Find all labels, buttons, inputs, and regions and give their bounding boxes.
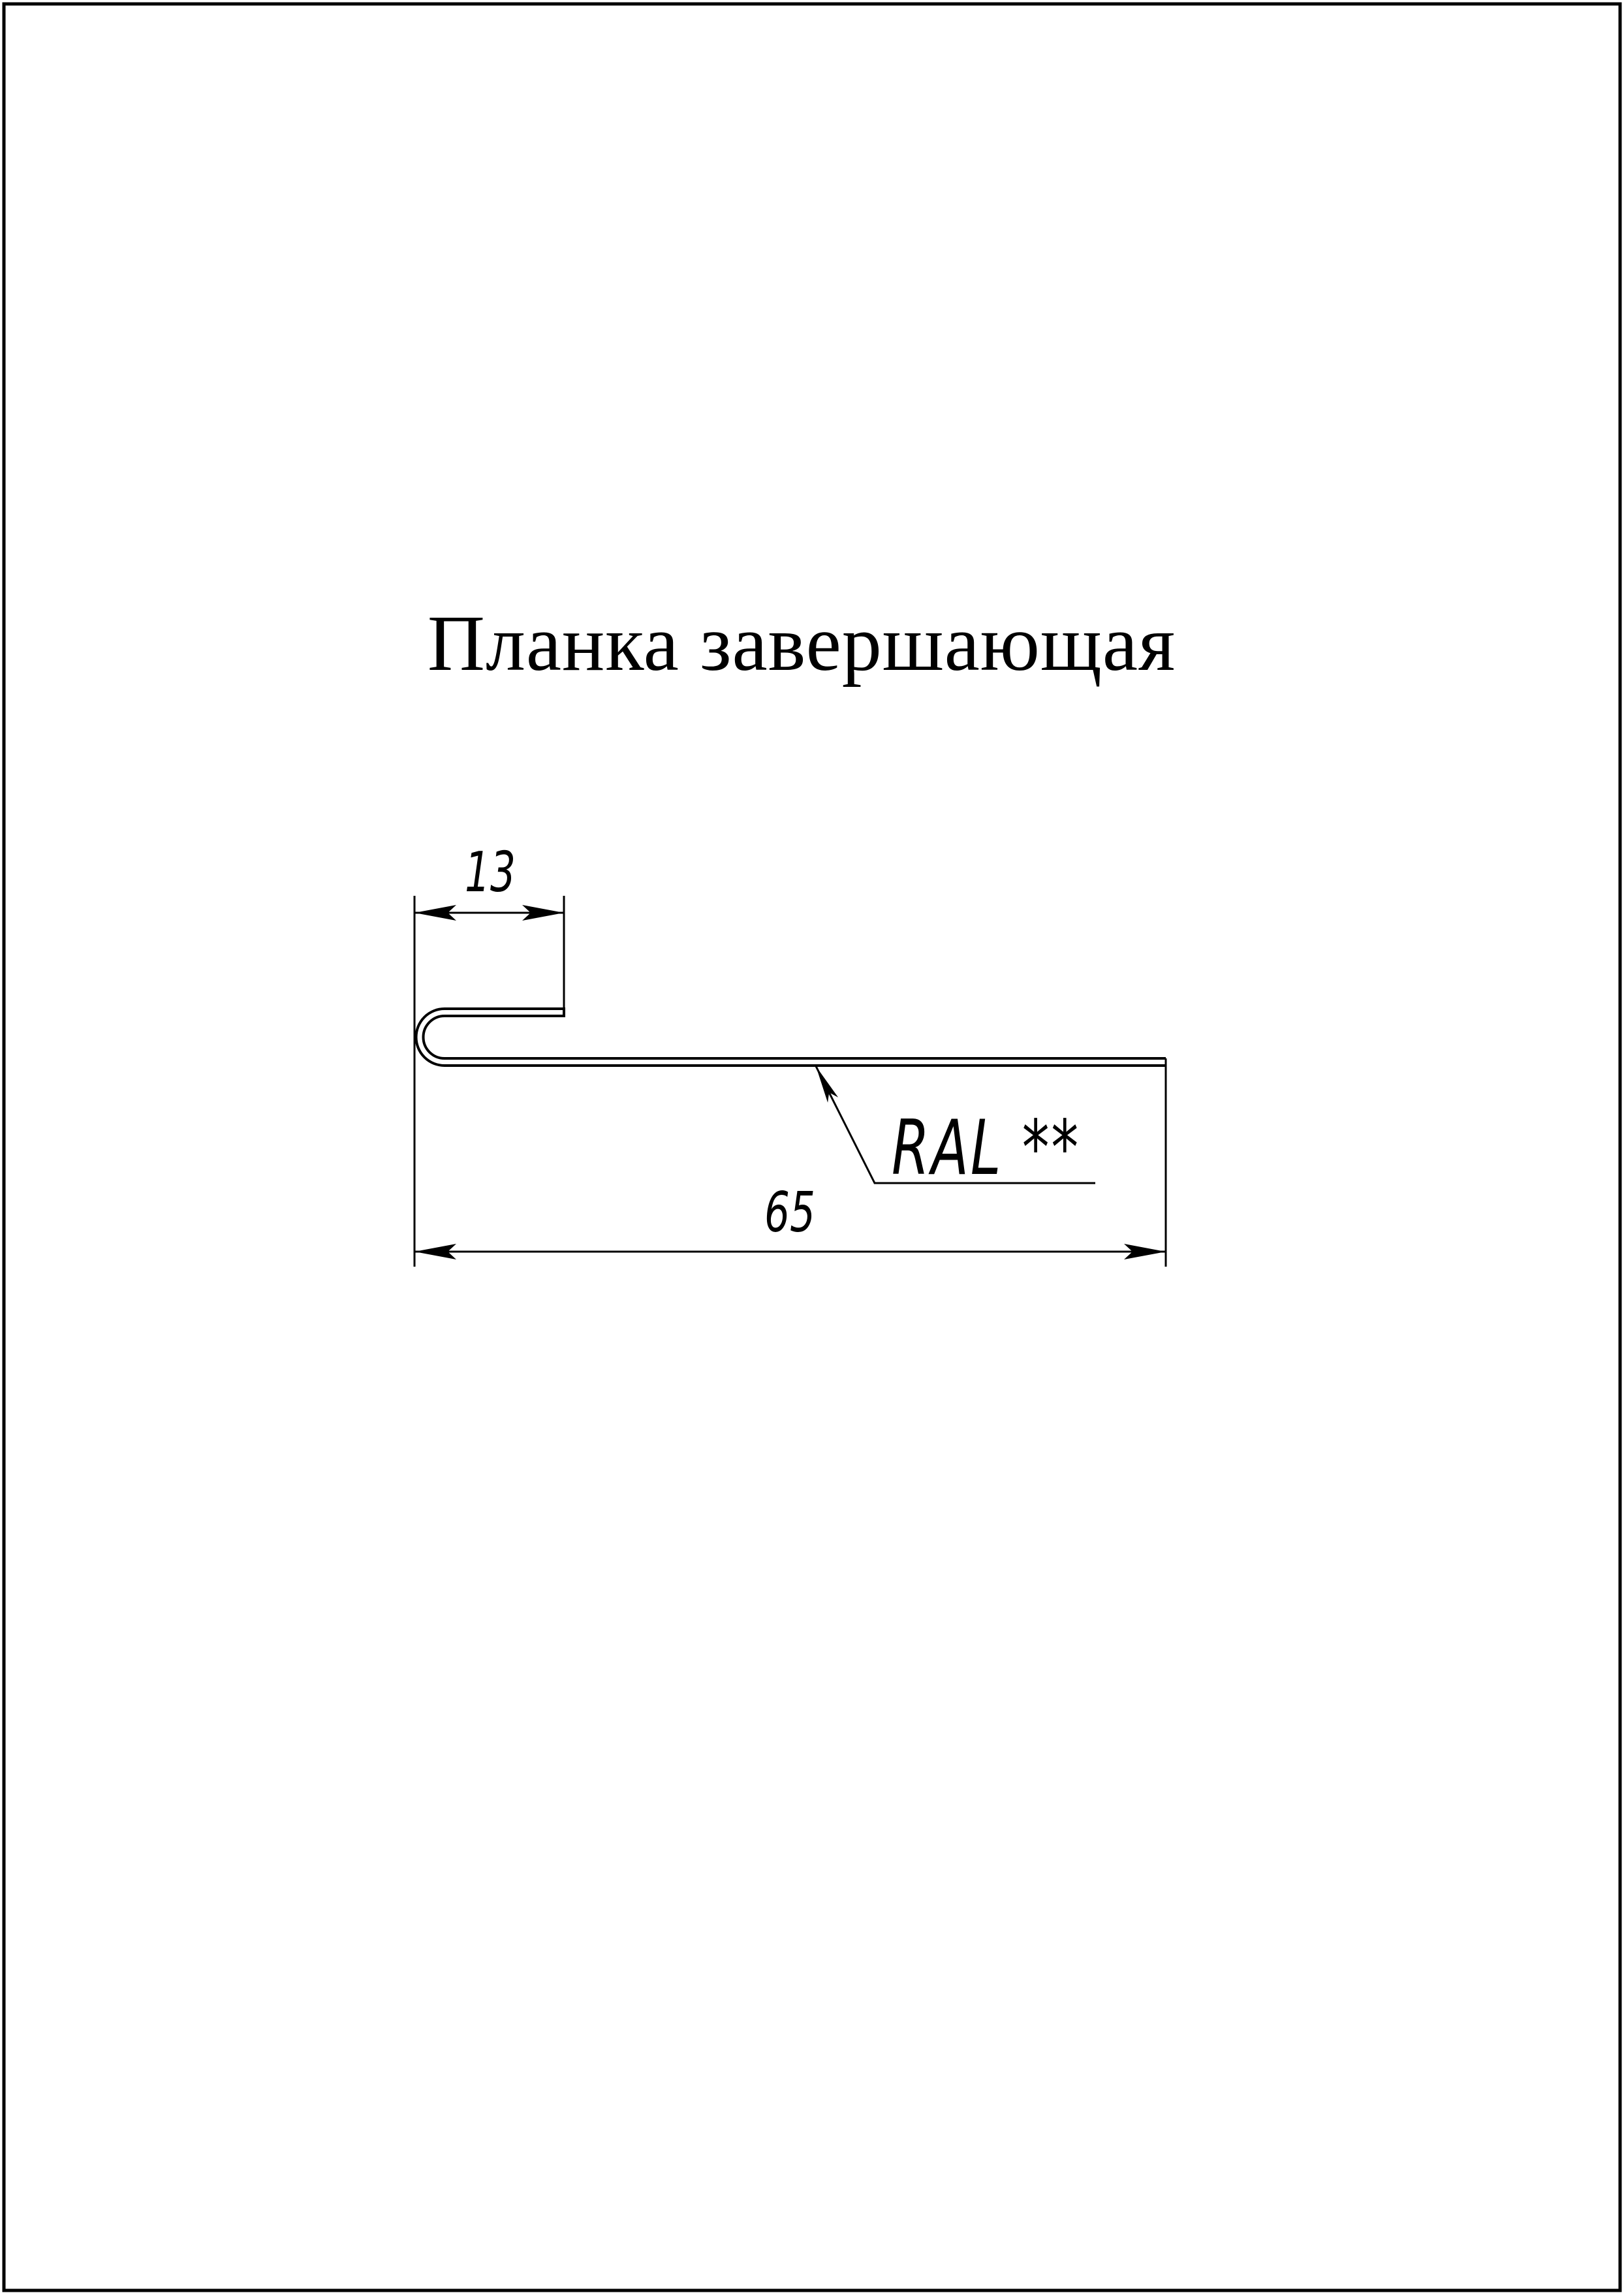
coating-label: RAL **	[892, 1104, 1081, 1192]
page-title: Планка завершающая	[427, 599, 1176, 688]
dimension-flange	[414, 896, 564, 1267]
profile-outer-contour	[416, 1009, 1166, 1066]
page-border	[4, 4, 1620, 2290]
leader-arrowhead	[816, 1066, 838, 1103]
dimension-label-flange-width: 13	[465, 840, 516, 905]
profile-inner-contour	[424, 1016, 1166, 1058]
dimension-label-base-width: 65	[764, 1180, 815, 1245]
profile-outline	[416, 1007, 1166, 1066]
